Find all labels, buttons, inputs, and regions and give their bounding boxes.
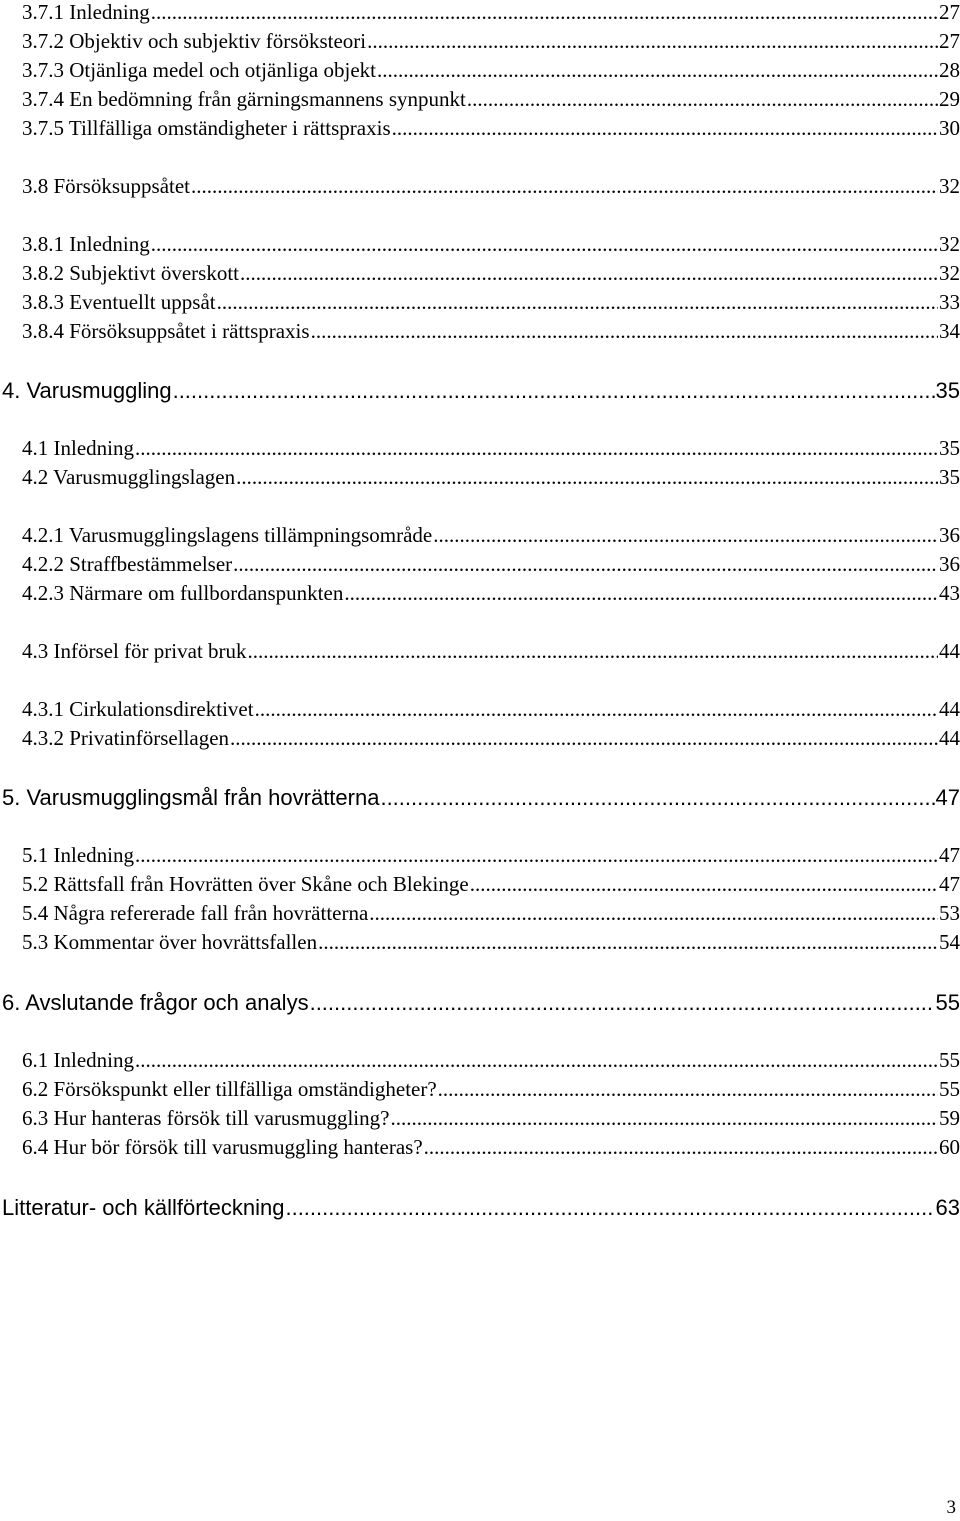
toc-entry-page: 60 [939, 1135, 960, 1159]
dot-leader [380, 785, 934, 811]
toc-entry-page: 43 [939, 581, 960, 605]
toc-entry-title: 6. Avslutande frågor och analys [2, 990, 309, 1015]
toc-entry[interactable] [22, 58, 960, 86]
toc-entry[interactable] [22, 1077, 960, 1105]
dot-leader [255, 697, 938, 722]
toc-chapter-entry[interactable] [2, 378, 960, 406]
toc-entry[interactable] [22, 843, 960, 871]
toc-entry-page: 30 [939, 116, 960, 140]
toc-entry-page: 32 [939, 174, 960, 198]
toc-entry-title: 5. Varusmugglingsmål från hovrätterna [2, 785, 380, 810]
toc-entry-title: 4.3 Införsel för privat bruk [22, 639, 247, 663]
dot-leader [135, 436, 938, 461]
toc-entry[interactable] [22, 901, 960, 929]
dot-leader [240, 261, 938, 286]
dot-leader [191, 174, 938, 199]
toc-entry[interactable] [22, 1048, 960, 1076]
dot-leader [367, 29, 938, 54]
toc-entry-title: 4. Varusmuggling [2, 378, 172, 403]
toc-entry-title: 6.4 Hur bör försök till varusmuggling hanteras? [22, 1135, 423, 1159]
toc-entry-title: 5.4 Några refererade fall från hovrätterna [22, 901, 369, 925]
dot-leader [344, 581, 938, 606]
toc-entry[interactable] [22, 116, 960, 144]
toc-entry-title: 3.7.3 Otjänliga medel och otjänliga objekt [22, 58, 376, 82]
dot-leader [135, 843, 938, 868]
dot-leader [285, 1195, 934, 1221]
toc-entry-page: 47 [939, 872, 960, 896]
toc-entry-title: 6.2 Försökspunkt eller tillfälliga omständigheter? [22, 1077, 437, 1101]
dot-leader [438, 1077, 938, 1102]
toc-entry[interactable] [22, 1106, 960, 1134]
dot-leader [173, 378, 935, 404]
toc-entry-title: 3.7.1 Inledning [22, 0, 150, 24]
dot-leader [311, 319, 938, 344]
dot-leader [390, 1106, 938, 1131]
toc-entry[interactable] [22, 581, 960, 609]
toc-entry[interactable] [22, 232, 960, 260]
dot-leader [318, 930, 938, 955]
toc-entry-page: 59 [939, 1106, 960, 1130]
toc-entry-title: 3.8 Försöksuppsåtet [22, 174, 190, 198]
toc-entry[interactable] [22, 0, 960, 28]
toc-entry-title: 6.3 Hur hanteras försök till varusmuggling? [22, 1106, 390, 1130]
toc-entry-page: 35 [935, 378, 960, 403]
dot-leader [424, 1135, 938, 1160]
toc-entry-title: 5.3 Kommentar över hovrättsfallen [22, 930, 318, 954]
toc-entry-page: 63 [935, 1195, 960, 1220]
dot-leader [135, 1048, 938, 1073]
dot-leader [233, 552, 938, 577]
toc-entry[interactable] [22, 319, 960, 347]
toc-entry-page: 36 [939, 523, 960, 547]
toc-entry-page: 44 [939, 697, 960, 721]
toc-entry-title: Litteratur- och källförteckning [2, 1195, 285, 1220]
dot-leader [310, 990, 935, 1016]
toc-entry[interactable] [22, 930, 960, 958]
toc-entry[interactable] [22, 872, 960, 900]
dot-leader [433, 523, 938, 548]
toc-entry-page: 35 [939, 465, 960, 489]
toc-entry-page: 44 [939, 639, 960, 663]
toc-entry-title: 3.7.5 Tillfälliga omständigheter i rättspraxis [22, 116, 391, 140]
dot-leader [230, 726, 938, 751]
toc-entry-title: 3.7.2 Objektiv och subjektiv försöksteori [22, 29, 367, 53]
dot-leader [369, 901, 938, 926]
dot-leader [467, 87, 938, 112]
dot-leader [377, 58, 938, 83]
toc-entry-page: 32 [939, 261, 960, 285]
toc-entry-title: 4.2 Varusmugglingslagen [22, 465, 236, 489]
toc-entry-title: 4.2.1 Varusmugglingslagens tillämpningsområde [22, 523, 433, 547]
toc-entry[interactable] [22, 697, 960, 725]
toc-entry-title: 5.1 Inledning [22, 843, 134, 867]
toc-entry-title: 5.2 Rättsfall från Hovrätten över Skåne och Blekinge [22, 872, 469, 896]
dot-leader [151, 232, 938, 257]
toc-entry-title: 6.1 Inledning [22, 1048, 134, 1072]
toc-entry[interactable] [22, 290, 960, 318]
toc-entry[interactable] [22, 523, 960, 551]
toc-entry-page: 27 [939, 29, 960, 53]
toc-entry-page: 55 [939, 1077, 960, 1101]
dot-leader [470, 872, 938, 897]
toc-entry-page: 36 [939, 552, 960, 576]
dot-leader [392, 116, 938, 141]
toc-entry-title: 3.8.2 Subjektivt överskott [22, 261, 239, 285]
toc-entry-page: 33 [939, 290, 960, 314]
dot-leader [236, 465, 938, 490]
toc-entry-page: 32 [939, 232, 960, 256]
toc-entry-title: 4.2.3 Närmare om fullbordanspunkten [22, 581, 344, 605]
toc-entry-title: 4.2.2 Straffbestämmelser [22, 552, 233, 576]
toc-chapter-entry[interactable] [2, 1195, 960, 1223]
toc-entry[interactable] [22, 174, 960, 202]
toc-entry[interactable] [22, 552, 960, 580]
toc-entry-title: 3.7.4 En bedömning från gärningsmannens synpunkt [22, 87, 466, 111]
toc-entry-title: 4.3.2 Privatinförsellagen [22, 726, 230, 750]
toc-entry-page: 53 [939, 901, 960, 925]
page-number: 3 [946, 1497, 956, 1518]
toc-entry-page: 35 [939, 436, 960, 460]
toc-entry-page: 55 [939, 1048, 960, 1072]
toc-entry-page: 34 [939, 319, 960, 343]
toc-entry-title: 4.3.1 Cirkulationsdirektivet [22, 697, 254, 721]
toc-entry[interactable] [22, 639, 960, 667]
toc-entry-page: 55 [935, 990, 960, 1015]
toc-entry-title: 3.8.3 Eventuellt uppsåt [22, 290, 216, 314]
toc-entry[interactable] [22, 29, 960, 57]
toc-entry[interactable] [22, 87, 960, 115]
toc-entry-page: 29 [939, 87, 960, 111]
toc-entry[interactable] [22, 1135, 960, 1163]
toc-entry-page: 28 [939, 58, 960, 82]
toc-chapter-entry[interactable] [2, 785, 960, 813]
toc-entry-page: 47 [935, 785, 960, 810]
dot-leader [151, 0, 938, 25]
toc-chapter-entry[interactable] [2, 990, 960, 1018]
toc-entry-page: 44 [939, 726, 960, 750]
toc-entry-title: 3.8.1 Inledning [22, 232, 150, 256]
toc-entry-page: 27 [939, 0, 960, 24]
toc-entry[interactable] [22, 261, 960, 289]
toc-entry-title: 4.1 Inledning [22, 436, 134, 460]
toc-entry-page: 47 [939, 843, 960, 867]
toc-entry-title: 3.8.4 Försöksuppsåtet i rättspraxis [22, 319, 310, 343]
toc-entry[interactable] [22, 726, 960, 754]
toc-entry[interactable] [22, 465, 960, 493]
toc-entry-page: 54 [939, 930, 960, 954]
toc-entry[interactable] [22, 436, 960, 464]
dot-leader [217, 290, 938, 315]
dot-leader [248, 639, 938, 664]
